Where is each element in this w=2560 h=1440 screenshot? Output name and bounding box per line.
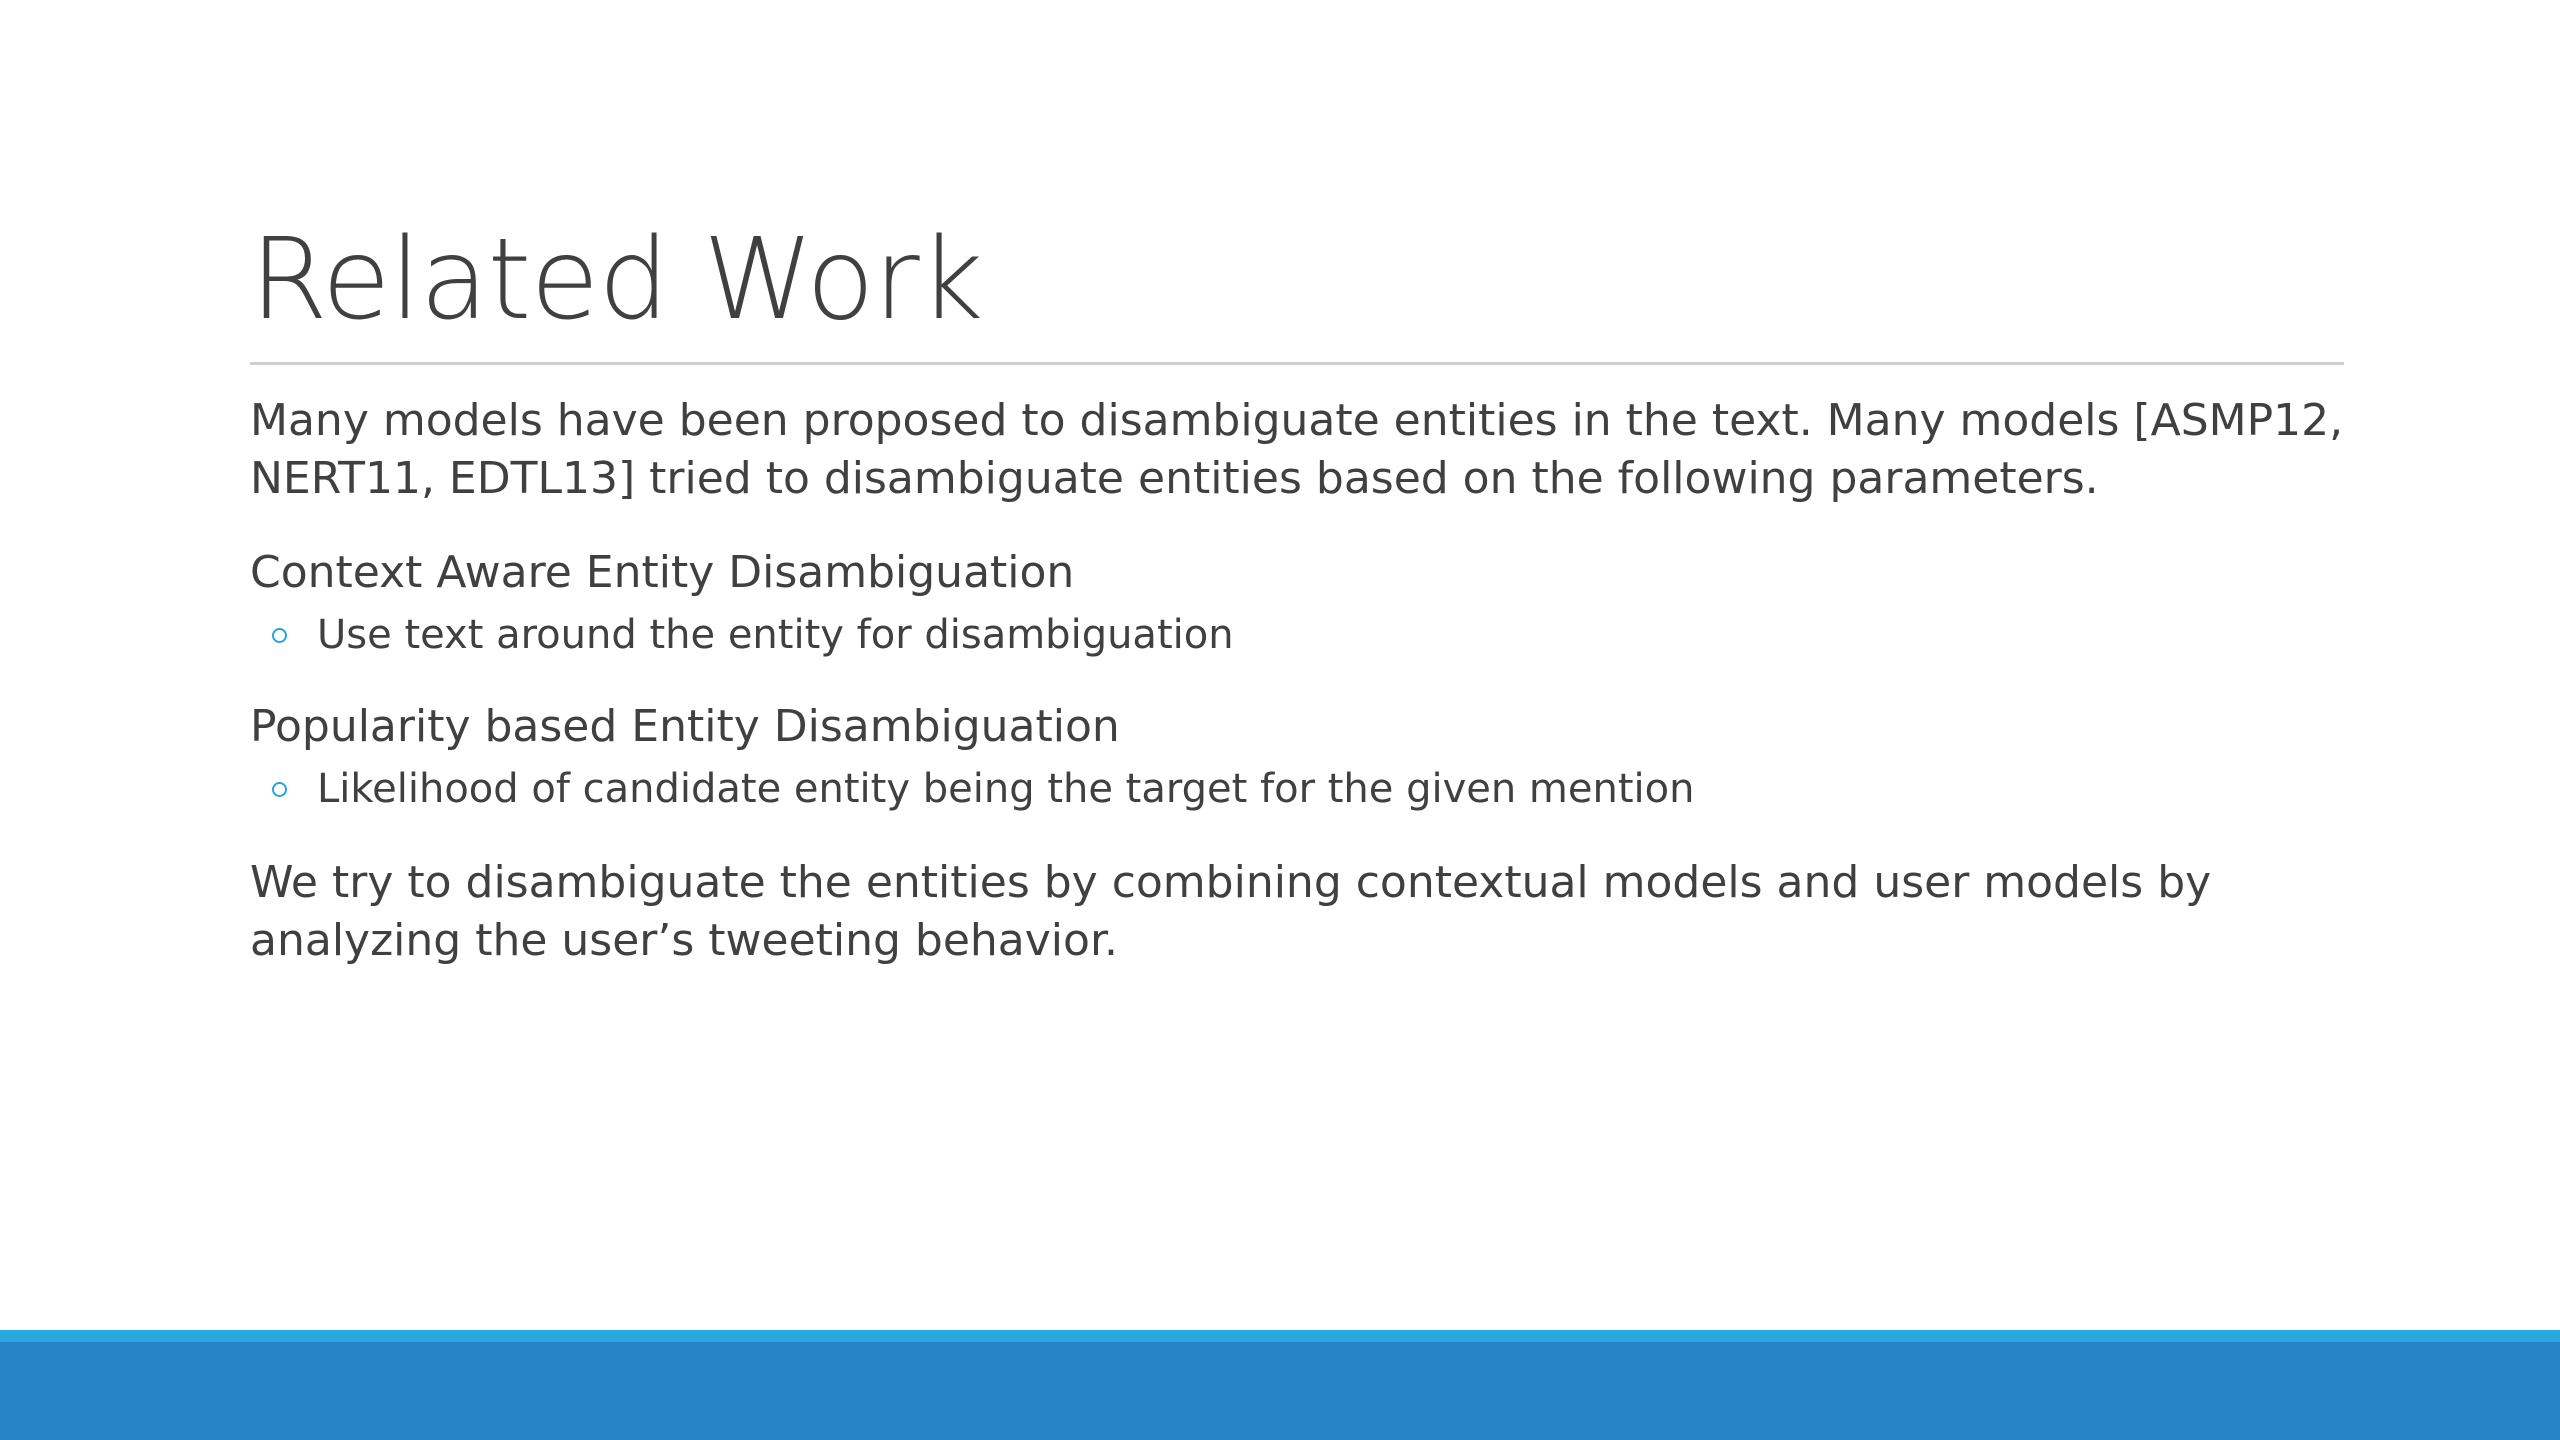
bullet-item [250, 762, 2370, 816]
footer-accent-bar [0, 1330, 2560, 1342]
bullet-text: Use text around the entity for disambiguation [317, 612, 1234, 658]
bullet-circle-icon [272, 628, 287, 643]
intro-paragraph: Many models have been proposed to disambiguate entities in the text. Many models [ASMP12, NERT11, EDTL13] tried to disambiguate entities based on the following parameters. [250, 395, 2344, 504]
section-heading-context: Context Aware Entity Disambiguation [250, 547, 1075, 598]
conclusion-paragraph: We try to disambiguate the entities by combining contextual models and user models by analyzing the user’s tweeting behavior. [250, 857, 2212, 966]
title-divider [250, 362, 2344, 365]
slide-body [250, 392, 2370, 970]
slide-title: Related Work [250, 215, 983, 345]
bullet-text: Likelihood of candidate entity being the target for the given mention [317, 766, 1695, 812]
bullet-item [250, 608, 2370, 662]
section-heading-popularity: Popularity based Entity Disambiguation [250, 701, 1120, 752]
bullet-circle-icon [272, 782, 287, 797]
footer-bar [0, 1342, 2560, 1440]
